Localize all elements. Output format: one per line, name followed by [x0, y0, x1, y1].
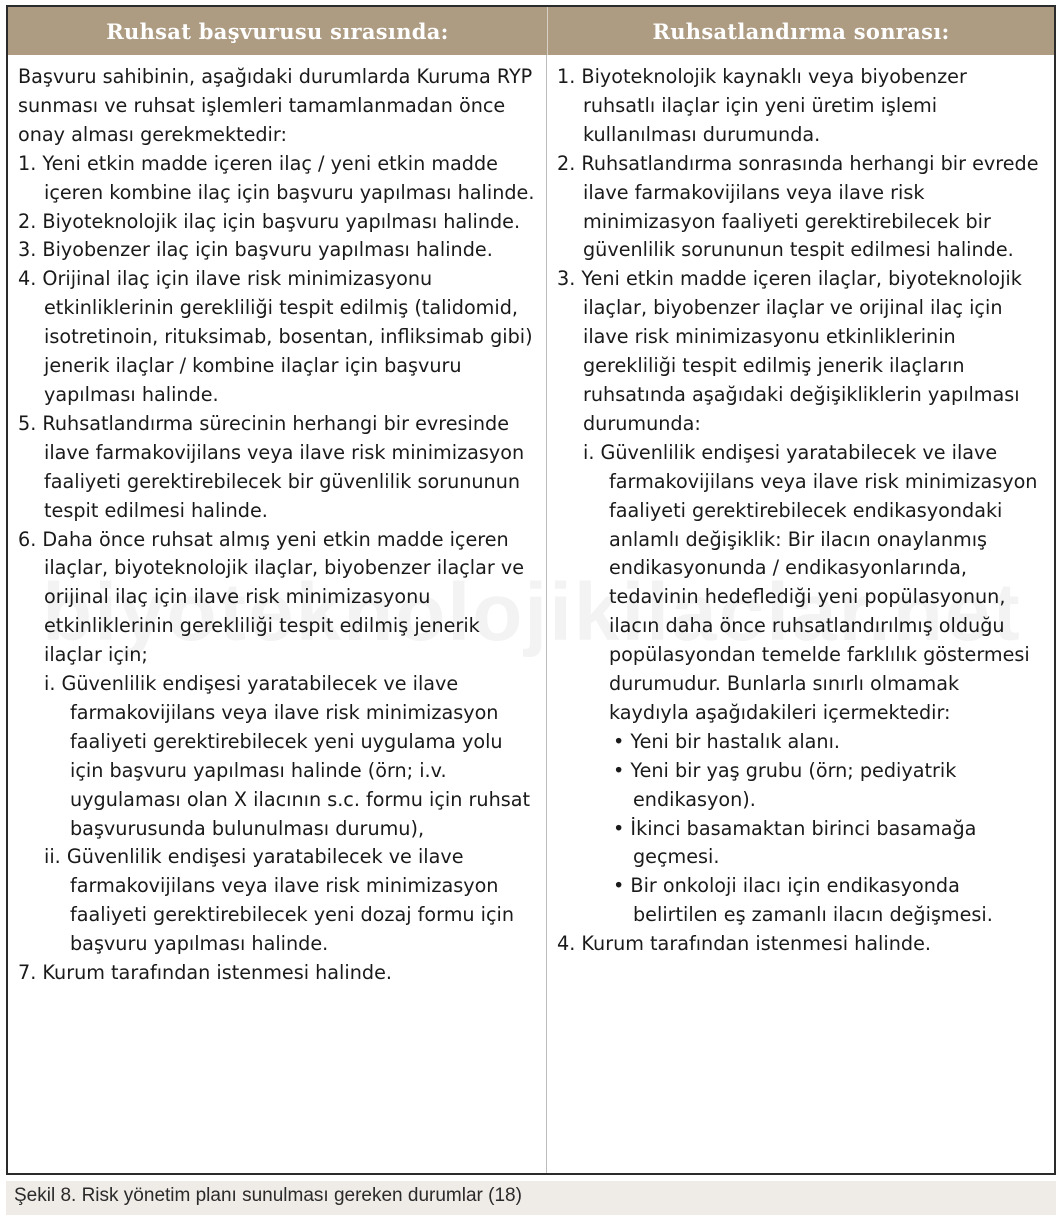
bullet-icon: •	[613, 729, 631, 753]
list-item: 5. Ruhsatlandırma sürecinin herhangi bir evresinde ilave farmakovijilans veya ilave risk minimizasyon faaliyeti gerektirebilecek bir güvenlilik sorununun tespit edilmesi halinde.	[18, 411, 525, 522]
header-post-authorization: Ruhsatlandırma sonrası:	[652, 18, 950, 44]
list-item: 1. Yeni etkin madde içeren ilaç / yeni etkin madde içeren kombine ilaç için başvuru yapılması halinde.	[18, 151, 535, 204]
sub-list-item: ii. Güvenlilik endişesi yaratabilecek ve ilave farmakovijilans veya ilave risk minimizasyon faaliyeti gerektirebilecek yeni dozaj formu için başvuru yapılması halinde.	[44, 845, 515, 956]
list-item: 2. Biyoteknolojik ilaç için başvuru yapılması halinde.	[18, 209, 521, 233]
list-item: 7. Kurum tarafından istenmesi halinde.	[18, 961, 392, 985]
bullet-item	[557, 815, 1044, 873]
rmp-table	[6, 5, 1056, 1175]
column-during-application	[8, 55, 547, 1173]
list-item: 3. Biyobenzer ilaç için başvuru yapılması halinde.	[18, 238, 493, 262]
list-item: 3. Yeni etkin madde içeren ilaçlar, biyoteknolojik ilaçlar, biyobenzer ilaçlar ve orijinal ilaç için ilave risk minimizasyonu etkinliklerinin gerekliliği tespit edilmiş jenerik ilaçların ruhsatında aşağıdaki değişikliklerin yapılması durumunda:	[557, 267, 1022, 435]
bullet-text: Yeni bir yaş grubu (örn; pediyatrik endikasyon).	[630, 758, 957, 811]
header-during-application: Ruhsat başvurusu sırasında:	[8, 7, 548, 55]
figure-caption: Şekil 8. Risk yönetim planı sunulması gereken durumlar (18)	[6, 1181, 1056, 1215]
bullet-icon: •	[613, 816, 631, 840]
list-item: 4. Kurum tarafından istenmesi halinde.	[557, 932, 931, 956]
bullet-item	[557, 728, 1044, 757]
bullet-text: Yeni bir hastalık alanı.	[630, 729, 840, 753]
bullet-text: İkinci basamaktan birinci basamağa geçmesi.	[630, 816, 977, 869]
table-header-row	[8, 7, 1054, 55]
sub-list-item: i. Güvenlilik endişesi yaratabilecek ve ilave farmakovijilans veya ilave risk minimizasyon faaliyeti gerektirebilecek endikasyondaki anlamlı değişiklik: Bir ilacın onaylanmış endikasyonunda / endikasyonlarında, tedavinin hedeflediği yeni popülasyonun, ilacın daha önce ruhsatlandırılmış olduğu popülasyondan temelde farklılık göstermesi durumudur. Bunlarla sınırlı olmamak kaydıyla aşağıdakileri içermektedir:	[583, 440, 1038, 724]
list-item: 4. Orijinal ilaç için ilave risk minimizasyonu etkinliklerinin gerekliliği tespit edilmiş (talidomid, isotretinoin, rituksimab, bosentan, infliksimab gibi) jenerik ilaçlar / kombine ilaçlar için başvuru yapılması halinde.	[18, 267, 533, 406]
list-item: 2. Ruhsatlandırma sonrasında herhangi bir evrede ilave farmakovijilans veya ilave risk minimizasyon faaliyeti gerektirebilecek bir güvenlilik sorununun tespit edilmesi halinde.	[557, 151, 1039, 262]
table-body-row	[8, 55, 1054, 1173]
bullet-text: Bir onkoloji ilacı için endikasyonda belirtilen eş zamanlı ilacın değişmesi.	[630, 874, 993, 927]
intro-text: Başvuru sahibinin, aşağıdaki durumlarda Kuruma RYP sunması ve ruhsat işlemleri tamamlanmadan önce onay alması gerekmektedir:	[18, 65, 533, 146]
column-post-authorization	[547, 55, 1054, 1173]
sub-list-item: i. Güvenlilik endişesi yaratabilecek ve ilave farmakovijilans veya ilave risk minimizasyon faaliyeti gerektirebilecek yeni uygulama yolu için başvuru yapılması halinde (örn; i.v. uygulaması olan X ilacının s.c. formu için ruhsat başvurusunda bulunulması durumu),	[44, 672, 531, 840]
list-item: 1. Biyoteknolojik kaynaklı veya biyobenzer ruhsatlı ilaçlar için yeni üretim işlemi kullanılması durumunda.	[557, 65, 967, 146]
bullet-item	[557, 872, 1044, 930]
bullet-icon: •	[613, 758, 631, 782]
list-item: 6. Daha önce ruhsat almış yeni etkin madde içeren ilaçlar, biyoteknolojik ilaçlar, biyobenzer ilaçlar ve orijinal ilaç için ilave risk minimizasyonu etkinliklerinin gerekliliği tespit edilmiş jenerik ilaçlar için;	[18, 527, 524, 667]
bullet-icon: •	[613, 874, 631, 898]
bullet-item	[557, 757, 1044, 815]
